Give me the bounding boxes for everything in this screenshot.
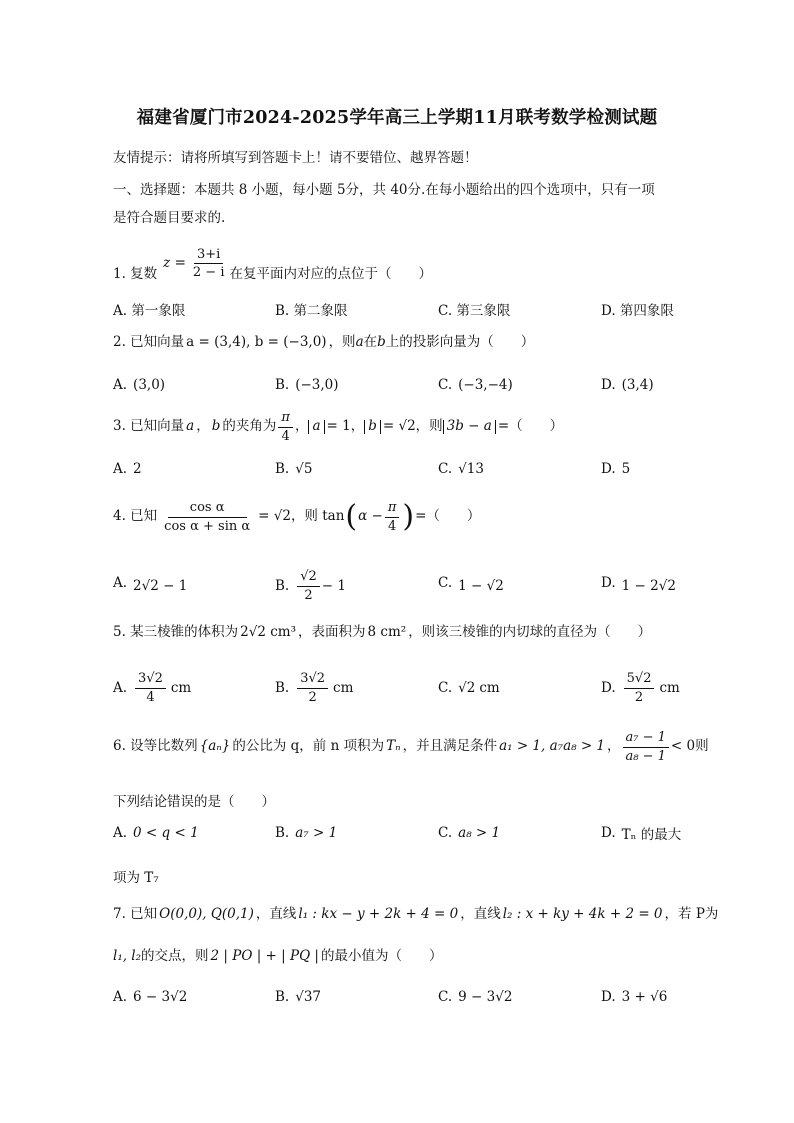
q5-suffix: ，则该三棱锥的内切球的直径为（ ）: [408, 624, 652, 640]
q4-label-b: B.: [275, 578, 290, 594]
q5-a-num: 3√2: [135, 671, 166, 689]
q6-num: a₇ − 1: [623, 730, 669, 748]
q5-option-a[interactable]: [113, 668, 191, 708]
q2-vectors: a = (3,4), b = (−3,0): [186, 334, 327, 350]
q3-sep: ，: [294, 418, 309, 435]
q2-prefix: 2. 已知向量: [113, 334, 185, 350]
q7-option-d[interactable]: [601, 982, 667, 1012]
q4-value-c: 1 − √2: [458, 578, 504, 594]
q3-value-d: 5: [621, 461, 631, 477]
q4-num: cos α: [168, 500, 247, 518]
q6-option-a[interactable]: [113, 818, 199, 848]
q7-label-c: C.: [438, 989, 453, 1005]
q2-option-a[interactable]: [113, 370, 165, 400]
q4-label-c: C.: [438, 575, 453, 591]
q2-b: b: [377, 334, 386, 350]
q4-prefix: 4. 已知: [113, 508, 158, 525]
q6-label-b: B.: [275, 825, 290, 841]
q3-expr: 3b − a: [446, 418, 492, 435]
q2-value-a: (3,0): [133, 377, 166, 393]
q1-prefix: 1. 复数: [113, 266, 158, 282]
q6-option-b[interactable]: [275, 818, 337, 848]
q1-den: 2 − i: [192, 265, 225, 281]
q3-abs-b: [364, 420, 381, 434]
q7-suffix: 的最小值为（ ）: [320, 948, 443, 964]
q3-angle-fraction: [278, 410, 293, 444]
question-4: [113, 500, 480, 534]
q7-label-b: B.: [275, 989, 290, 1005]
q3-options: [113, 454, 713, 484]
q2-label-b: B.: [275, 377, 290, 393]
q7-option-b[interactable]: [275, 982, 321, 1012]
q7-l2-prefix: ，直线: [460, 906, 501, 922]
q7-l1-prefix: ，直线: [255, 906, 297, 922]
q1-option-c[interactable]: C. 第三象限: [438, 303, 511, 319]
q6-lt: < 0: [670, 738, 696, 755]
q4-option-d[interactable]: [601, 568, 676, 598]
q2-in: 在: [363, 334, 378, 350]
page-title: 福建省厦门市2024-2025学年高三上学期11月联考数学检测试题: [136, 108, 658, 128]
q5-label-a: A.: [113, 680, 128, 696]
q4-b-fraction: [297, 569, 320, 603]
q6-condition: a₁ > 1, a₇a₈ > 1: [499, 738, 606, 755]
q2-suffix: 上的投影向量为（ ）: [385, 334, 535, 350]
q4-label-d: D.: [601, 575, 616, 591]
q5-d-unit: cm: [659, 680, 680, 696]
q4-b-num: √2: [297, 569, 320, 587]
q1-suffix: 在复平面内对应的点位于（ ）: [229, 266, 432, 282]
q3-cond2: = √2: [382, 418, 416, 435]
q6-options: [113, 818, 713, 848]
q4-value-d: 1 − 2√2: [621, 578, 676, 594]
q2-value-d: (3,4): [621, 377, 654, 393]
q6-den: a₈ − 1: [625, 748, 666, 764]
q3-option-d[interactable]: [601, 454, 630, 484]
q5-area: 8 cm²: [367, 624, 407, 640]
q3-value-a: 2: [133, 461, 142, 477]
q5-label-c: C.: [438, 680, 453, 696]
q6-mid2: ，并且满足条件: [402, 738, 498, 755]
q7-option-c[interactable]: [438, 982, 512, 1012]
q1-option-d[interactable]: D. 第四象限: [601, 303, 674, 319]
q6-option-c[interactable]: [438, 818, 500, 848]
q2-option-d[interactable]: [601, 370, 654, 400]
q2-option-c[interactable]: [438, 370, 513, 400]
q5-a-den: 4: [146, 689, 155, 705]
q2-value-c: (−3,−4): [458, 377, 513, 393]
q7-line-2: l₂ : x + ky + 4k + 2 = 0: [502, 906, 663, 922]
q6-value-c: a₈ > 1: [458, 825, 501, 841]
q1-fraction: [190, 247, 228, 281]
q1-option-b[interactable]: B. 第二象限: [275, 303, 348, 319]
q4-b-den: 2: [304, 587, 313, 603]
q5-b-den: 2: [308, 689, 317, 705]
q3-abs-b-var: b: [368, 418, 377, 435]
q4-pi: π: [385, 500, 400, 518]
q4-suffix: =（ ）: [415, 508, 481, 525]
q5-d-num: 5√2: [624, 671, 655, 689]
q7-option-a[interactable]: [113, 982, 187, 1012]
q7-if-p: ，若 P为: [664, 906, 719, 922]
question-7: [113, 908, 718, 922]
q6-value-b: a₇ > 1: [295, 825, 338, 841]
q5-c-value: √2: [458, 680, 476, 696]
q5-b-unit: cm: [333, 680, 354, 696]
q7-points: O(0,0), Q(0,1): [159, 906, 254, 922]
question-7-line-2: [113, 950, 442, 964]
q6-line-2: 下列结论错误的是（ ）: [113, 794, 275, 810]
q5-label-d: D.: [601, 680, 616, 696]
q5-c-unit: cm: [479, 680, 500, 696]
q7-value-b: √37: [295, 989, 321, 1005]
q3-cond1: = 1，: [326, 418, 365, 435]
q1-z-eq: z =: [163, 255, 186, 271]
q6-option-d[interactable]: [601, 818, 681, 848]
q3-prefix: 3. 已知向量: [113, 418, 185, 435]
q6-sequence: {aₙ}: [199, 738, 231, 755]
q4-alpha: α −: [358, 508, 383, 525]
q3-label-a: A.: [113, 461, 128, 477]
q6-option-d-continued: 项为 T₇: [113, 870, 159, 886]
q3-b: b: [211, 418, 221, 435]
q2-label-a: A.: [113, 377, 128, 393]
question-1: [113, 246, 432, 282]
q4-then: ，则 tan: [290, 508, 345, 525]
q2-label-d: D.: [601, 377, 616, 393]
q1-option-a[interactable]: A. 第一象限: [113, 303, 186, 319]
question-5: [113, 626, 651, 640]
q3-option-a[interactable]: [113, 454, 142, 484]
q5-mid: ，表面积为: [298, 624, 366, 640]
q3-value-b: √5: [295, 461, 313, 477]
q2-option-b[interactable]: [275, 370, 339, 400]
q6-Tn: Tₙ: [386, 738, 401, 755]
q4-den: cos α + sin α: [164, 518, 251, 534]
q7-value-c: 9 − 3√2: [458, 989, 513, 1005]
q6-label-d: D.: [601, 825, 616, 841]
q4-fraction: [161, 500, 253, 534]
q3-then: ，则: [415, 418, 443, 435]
q4-b-tail: − 1: [321, 578, 346, 594]
q4-label-a: A.: [113, 575, 128, 591]
q2-options: [113, 370, 713, 400]
q3-suffix: =（ ）: [497, 418, 564, 435]
q4-pi-fraction: [385, 500, 400, 534]
q7-intersection: 的交点，则: [141, 948, 209, 964]
q5-label-b: B.: [275, 680, 290, 696]
q6-then: 则: [695, 738, 709, 755]
q7-value-d: 3 + √6: [621, 989, 668, 1005]
q1-num: 3+i: [194, 247, 223, 265]
question-3: [113, 410, 563, 444]
q6-fraction: [623, 730, 669, 764]
q3-option-c[interactable]: [438, 454, 484, 484]
q5-options: [113, 668, 713, 708]
question-6: [113, 730, 709, 764]
q7-lines: l₁, l₂: [113, 948, 142, 964]
q2-a: a: [355, 334, 364, 350]
q3-option-b[interactable]: [275, 454, 312, 484]
q5-volume: 2√2 cm³: [240, 624, 297, 640]
q4-four: 4: [387, 518, 397, 534]
q1-options: [113, 294, 713, 324]
q3-comma: ，: [196, 418, 210, 435]
q6-mid1: 的公比为 q，前 n 项积为: [232, 738, 385, 755]
q2-label-c: C.: [438, 377, 453, 393]
q4-eq: = √2: [258, 508, 291, 525]
q6-value-a: 0 < q < 1: [133, 825, 199, 841]
q5-a-unit: cm: [170, 680, 192, 696]
q6-value-d: Tₙ 的最大: [621, 827, 682, 843]
q4-option-a[interactable]: [113, 568, 187, 598]
q5-a-fraction: [135, 671, 166, 705]
q4-paren-close: ): [402, 499, 415, 535]
q3-pi: π: [278, 410, 293, 428]
q4-option-b[interactable]: [275, 568, 346, 604]
q7-options: [113, 982, 713, 1012]
question-2: [113, 336, 534, 350]
q5-option-b[interactable]: [275, 668, 353, 708]
q3-label-b: B.: [275, 461, 290, 477]
q3-four: 4: [281, 428, 290, 444]
q7-label-d: D.: [601, 989, 616, 1005]
q4-option-c[interactable]: [438, 568, 504, 598]
q6-prefix: 6. 设等比数列: [113, 738, 198, 755]
q5-d-den: 2: [634, 689, 644, 705]
q3-abs-expr: [443, 420, 496, 434]
q3-label-d: D.: [601, 461, 616, 477]
q5-b-num: 3√2: [297, 671, 328, 689]
q4-options: [113, 568, 713, 604]
q6-comma: ，: [607, 738, 621, 755]
q5-b-fraction: [297, 671, 328, 705]
section-instructions-line-1: 一、选择题：本题共 8 小题，每小题 5分，共 40分.在每小题给出的四个选项中，只有一项: [113, 182, 655, 198]
q7-label-a: A.: [113, 989, 128, 1005]
q2-value-b: (−3,0): [295, 377, 339, 393]
q6-label-a: A.: [113, 825, 128, 841]
q7-expression: 2 | PO | + | PQ |: [210, 948, 319, 964]
q7-value-a: 6 − 3√2: [133, 989, 188, 1005]
q3-value-c: √13: [458, 461, 484, 477]
q4-paren-open: (: [345, 499, 358, 535]
q3-a: a: [186, 418, 195, 435]
q5-d-fraction: [624, 671, 655, 705]
q5-prefix: 5. 某三棱锥的体积为: [113, 624, 239, 640]
q3-abs-a-var: a: [312, 418, 321, 435]
q6-label-c: C.: [438, 825, 453, 841]
q2-mid: ，则: [328, 334, 356, 350]
q3-abs-a: [308, 420, 324, 434]
friendly-hint: 友情提示：请将所填写到答题卡上！请不要错位、越界答题！: [113, 150, 478, 166]
q3-label-c: C.: [438, 461, 453, 477]
q5-option-c[interactable]: [438, 668, 500, 708]
q4-value-a: 2√2 − 1: [133, 578, 188, 594]
q3-angle-text: 的夹角为: [222, 418, 277, 435]
q7-line-1: l₁ : kx − y + 2k + 4 = 0: [298, 906, 459, 922]
section-instructions-line-2: 是符合题目要求的.: [113, 210, 226, 226]
q5-option-d[interactable]: [601, 668, 680, 708]
q7-prefix: 7. 已知: [113, 906, 158, 922]
